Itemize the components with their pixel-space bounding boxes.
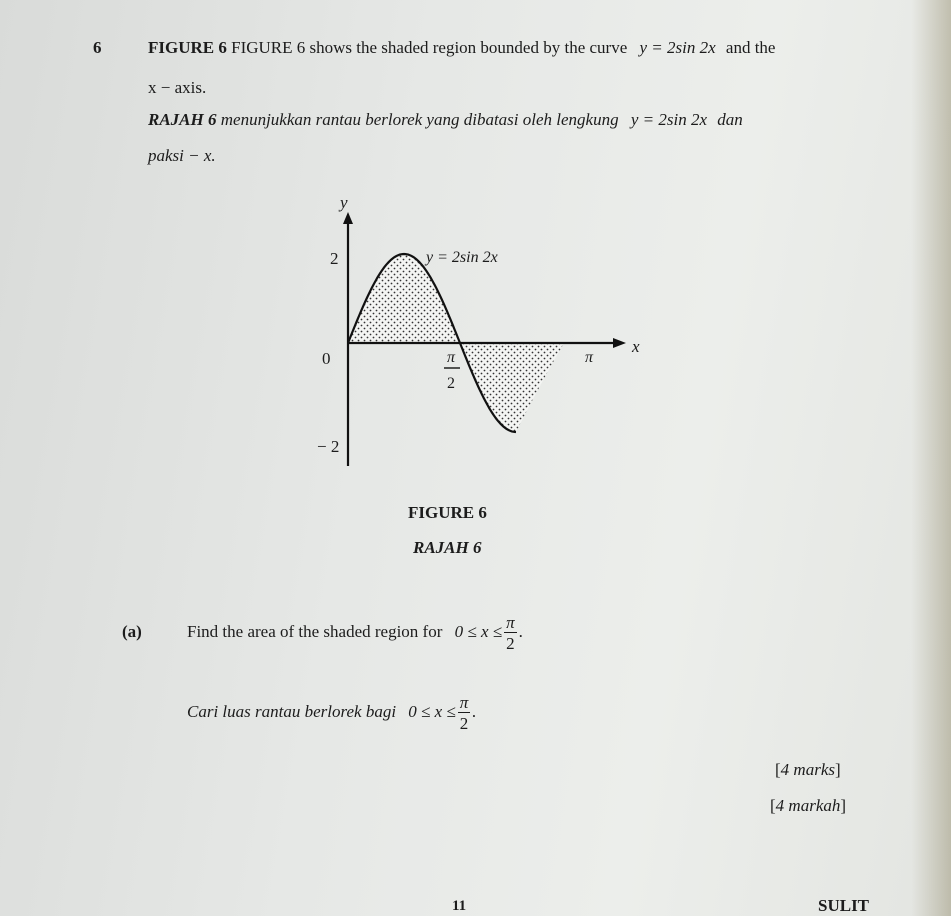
x-axis-label: x [632,337,640,356]
intro-ms-text: menunjukkan rantau berlorek yang dibatasi oleh lengkung [220,110,619,129]
shaded-region-positive [348,254,460,343]
intro-en-text: FIGURE 6 shows the shaded region bounded by the curve [231,38,628,57]
pi-label: π [585,349,594,366]
intro-ms-text-b: dan [717,110,743,129]
part-a-question-ms: Cari luas rantau berlorek bagi 0 ≤ x ≤ $\frac{\pi}{2}$ . [187,693,477,734]
fraction-den: 2 [506,634,515,654]
y-max-label: 2 [330,249,339,268]
intro-english-line2: x − axis. [148,78,207,97]
curve-label: y = 2sin 2x [426,249,498,266]
interval-en: 0 ≤ x ≤ [454,622,503,641]
rajah-ref: RAJAH 6 [148,110,217,129]
part-a-label: (a) [122,622,142,641]
interval-fraction-en [504,614,517,652]
classification-label: SULIT [818,896,870,915]
interval-fraction-ms [458,694,471,732]
interval-ms: 0 ≤ x ≤ [408,702,456,721]
fraction-den-ms: 2 [459,714,469,734]
y-axis-label: y [340,193,348,212]
intro-malay-line2: paksi − x. [148,146,216,165]
part-a-text-ms: Cari luas rantau berlorek bagi [187,702,397,721]
figure-ref: FIGURE 6 [148,38,227,57]
y-axis-arrow [343,212,353,224]
pi-half-denominator: 2 [447,375,455,392]
intro-en-text-b: and the [725,38,776,57]
marks-en: [4 marks] [775,760,841,779]
curve-expression: y = 2sin 2x [639,38,716,57]
curve-expression-ms: y = 2sin 2x [630,110,708,129]
page-number: 11 [452,898,467,914]
figure-caption-en: FIGURE 6 [408,503,487,522]
figure-caption-ms: RAJAH 6 [413,538,482,557]
question-number: 6 [93,38,102,57]
y-min-label: − 2 [317,437,340,456]
fraction-num-ms: π [459,693,469,713]
part-a-question-en: Find the area of the shaded region for 0 ≤ x ≤ $\frac{\pi}{2}$ . [187,613,523,654]
x-axis-arrow [613,338,626,348]
fraction-num: π [506,613,515,633]
pi-half-numerator: π [447,349,456,366]
part-a-text-en: Find the area of the shaded region for [187,622,443,641]
marks-ms: [4 markah] [770,796,847,815]
origin-label: 0 [322,349,331,368]
shaded-region-negative [460,343,564,432]
